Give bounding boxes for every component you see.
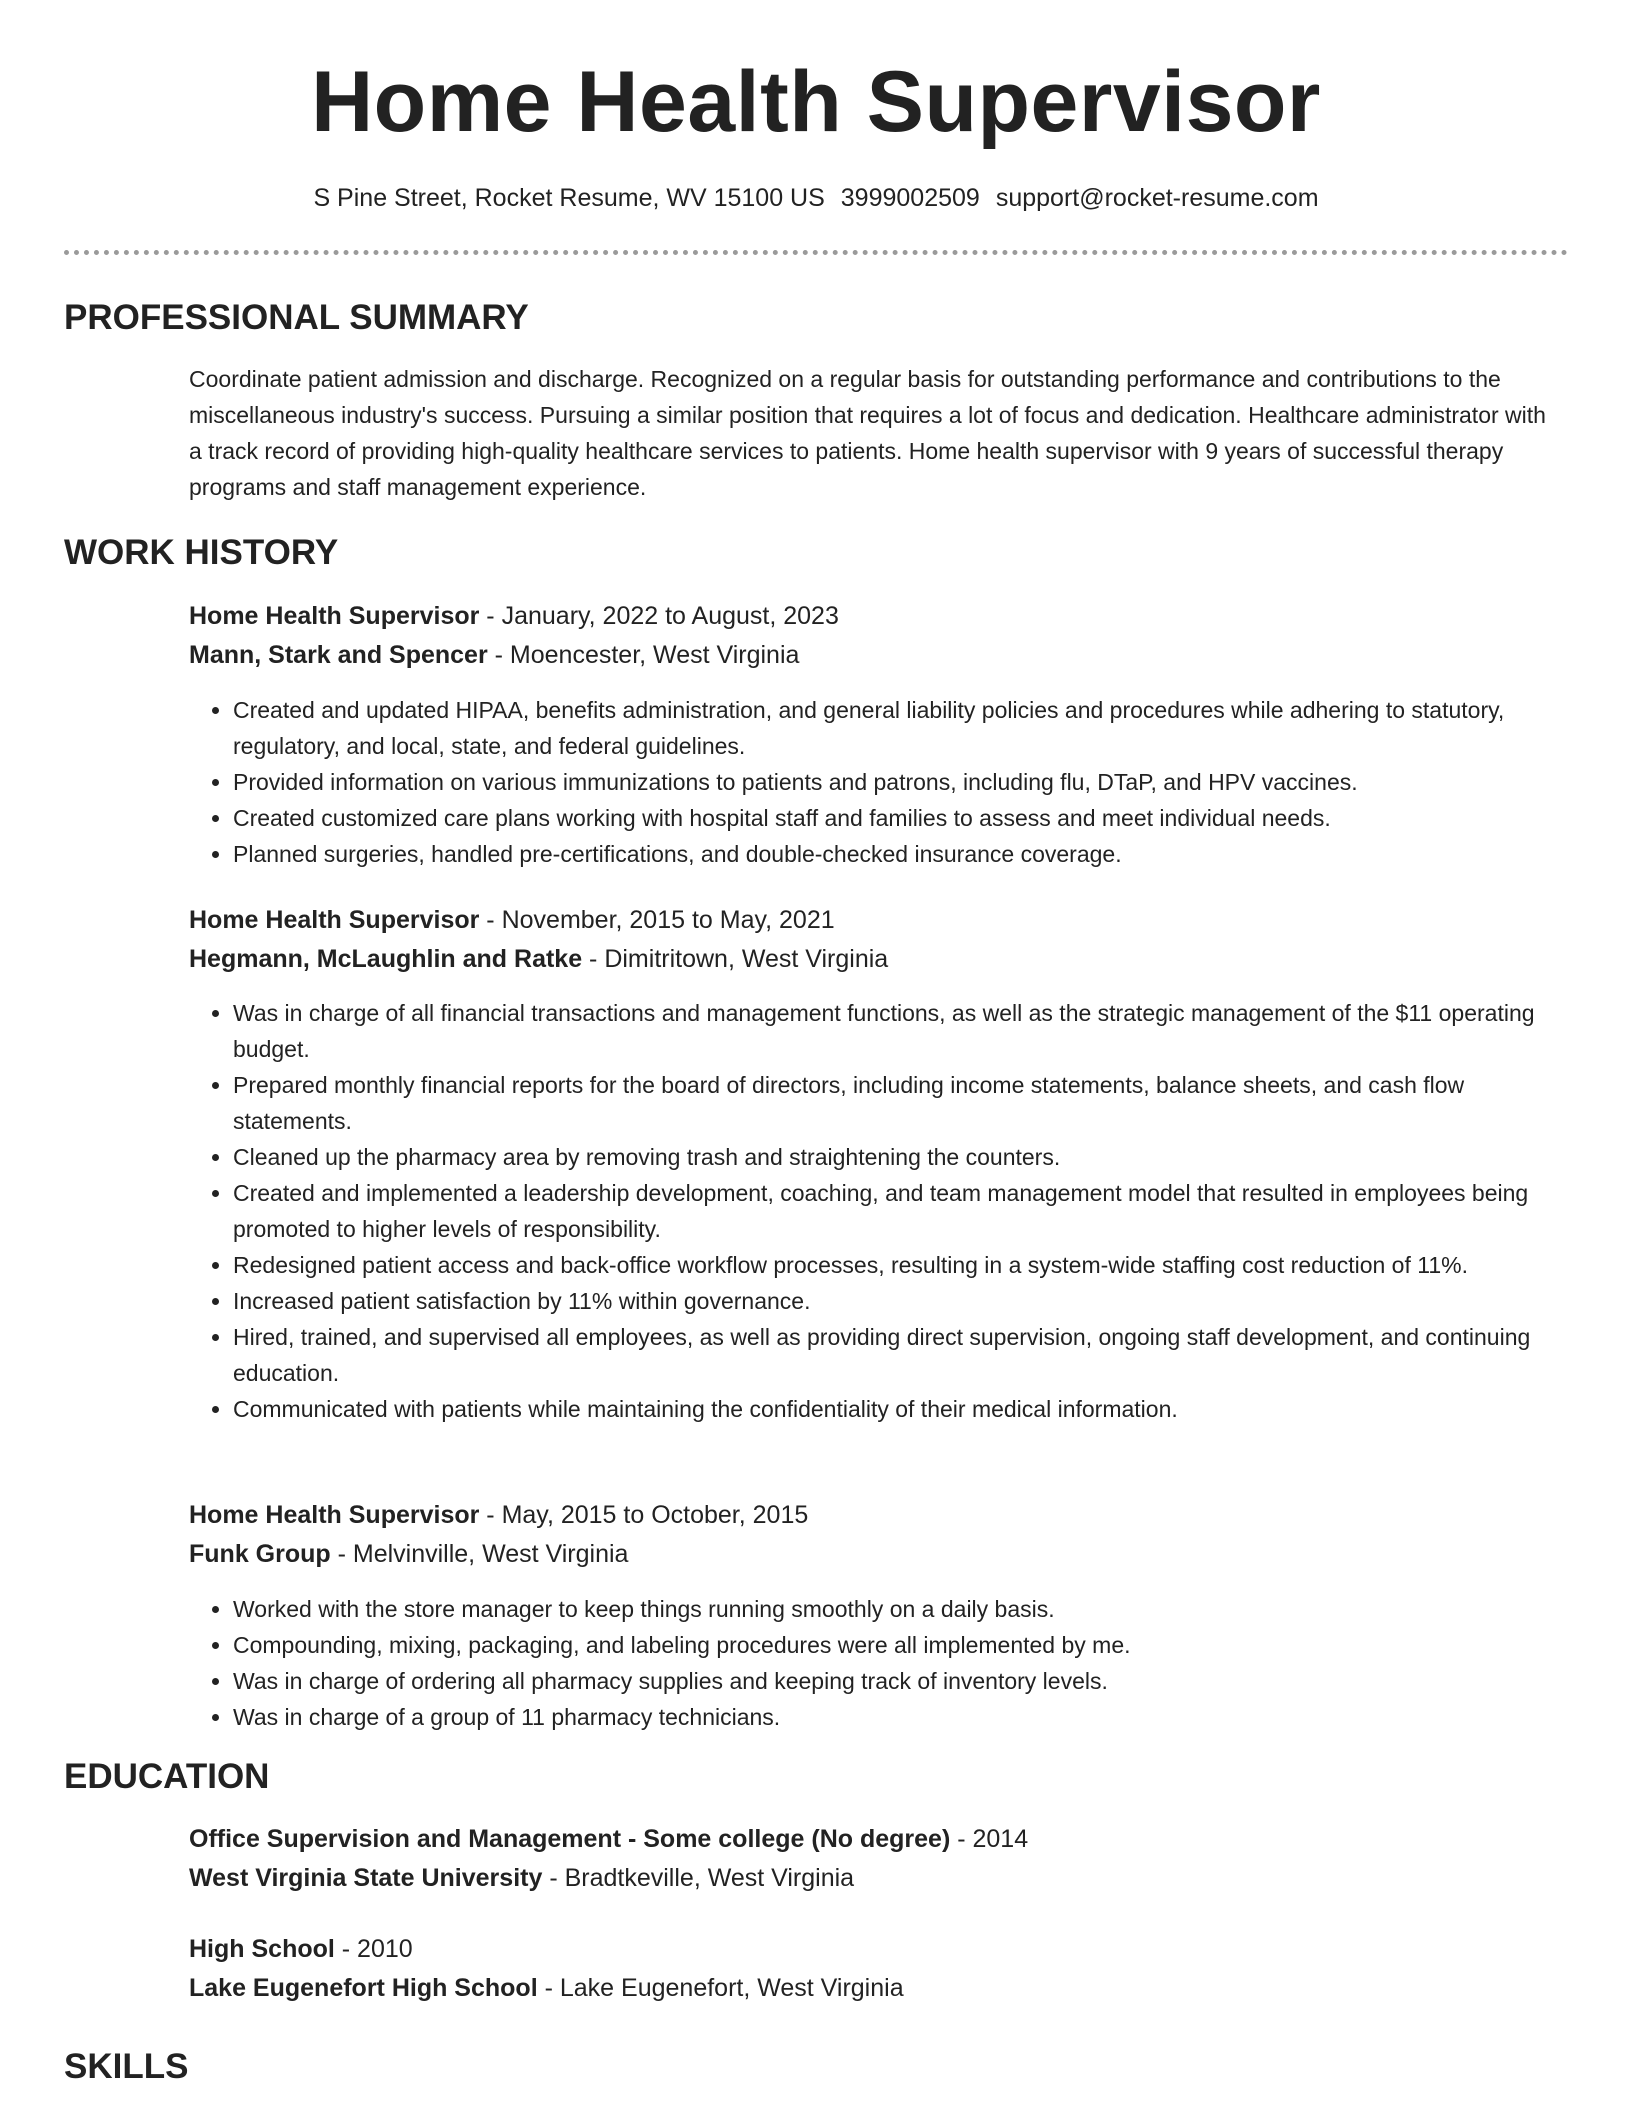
bullet-item: • Provided information on various immunizations to patients and patrons, including flu, DTaP, and HPV vaccines. <box>233 764 1559 800</box>
resume-name: Home Health Supervisor <box>311 54 1321 150</box>
bullet-item: • Compounding, mixing, packaging, and labeling procedures were all implemented by me. <box>233 1627 1559 1663</box>
job-role: Home Health Supervisor <box>189 602 480 630</box>
bullet-item: • Was in charge of ordering all pharmacy supplies and keeping track of inventory levels. <box>233 1663 1559 1699</box>
job-bullets <box>189 995 1559 1427</box>
education-degree: High School <box>189 1935 335 1963</box>
bullet-item: • Hired, trained, and supervised all employees, as well as providing direct supervision, ongoing staff development, and continuing education. <box>233 1319 1559 1391</box>
job-dates: - January, 2022 to August, 2023 <box>479 602 839 630</box>
education-school: Lake Eugenefort High School <box>189 1974 538 2002</box>
work-history-heading: WORK HISTORY <box>64 533 339 572</box>
education-location: - Lake Eugenefort, West Virginia <box>537 1974 904 2002</box>
header-divider <box>64 250 1568 255</box>
bullet-item: • Cleaned up the pharmacy area by removing trash and straightening the counters. <box>233 1139 1559 1175</box>
job-entry <box>189 1496 1559 1574</box>
education-heading: EDUCATION <box>64 1757 270 1796</box>
contact-email[interactable]: support@rocket-resume.com <box>995 184 1319 212</box>
job-dates: - November, 2015 to May, 2021 <box>479 906 835 934</box>
job-company-line <box>189 1535 1559 1574</box>
job-company: Mann, Stark and Spencer <box>189 641 488 669</box>
education-degree-line <box>189 1820 1559 1859</box>
contact-line <box>0 180 1632 216</box>
bullet-item: • Was in charge of all financial transactions and management functions, as well as the strategic management of the $11 operating budget. <box>233 995 1559 1067</box>
bullet-item: • Communicated with patients while maintaining the confidentiality of their medical information. <box>233 1391 1559 1427</box>
job-dates: - May, 2015 to October, 2015 <box>479 1501 809 1529</box>
education-location: - Bradtkeville, West Virginia <box>542 1864 855 1892</box>
job-company-line <box>189 636 1559 675</box>
education-entry <box>189 1930 1559 2008</box>
job-location: - Melvinville, West Virginia <box>330 1540 629 1568</box>
job-role: Home Health Supervisor <box>189 1501 480 1529</box>
job-entry <box>189 597 1559 675</box>
skills-heading: SKILLS <box>64 2047 189 2086</box>
education-year: - 2014 <box>950 1825 1029 1853</box>
education-year: - 2010 <box>334 1935 413 1963</box>
job-title-line <box>189 1496 1559 1535</box>
job-title-line <box>189 597 1559 636</box>
contact-phone: 3999002509 <box>840 184 980 212</box>
job-company: Hegmann, McLaughlin and Ratke <box>189 945 583 973</box>
job-location: - Moencester, West Virginia <box>487 641 800 669</box>
bullet-item: • Redesigned patient access and back-office workflow processes, resulting in a system-wide staffing cost reduction of 11%. <box>233 1247 1559 1283</box>
job-bullets <box>189 692 1559 872</box>
job-company: Funk Group <box>189 1540 331 1568</box>
bullet-item: • Planned surgeries, handled pre-certifications, and double-checked insurance coverage. <box>233 836 1559 872</box>
education-school-line <box>189 1859 1559 1898</box>
bullet-item: • Worked with the store manager to keep things running smoothly on a daily basis. <box>233 1591 1559 1627</box>
education-school: West Virginia State University <box>189 1864 543 1892</box>
bullet-item: • Prepared monthly financial reports for the board of directors, including income statements, balance sheets, and cash flow statements. <box>233 1067 1559 1139</box>
job-location: - Dimitritown, West Virginia <box>582 945 889 973</box>
summary-text: Coordinate patient admission and discharge. Recognized on a regular basis for outstanding performance and contributions to the miscellaneous industry's success. Pursuing a similar position that requires a lot of focus and dedication. Healthcare administrator with a track record of providing high-quality healthcare services to patients. Home health supervisor with 9 years of successful therapy programs and staff management experience. <box>189 366 1546 500</box>
bullet-item: • Created and implemented a leadership development, coaching, and team management model that resulted in employees being promoted to higher levels of responsibility. <box>233 1175 1559 1247</box>
bullet-item: • Increased patient satisfaction by 11% within governance. <box>233 1283 1559 1319</box>
job-bullets <box>189 1591 1559 1735</box>
job-title-line <box>189 901 1559 940</box>
job-entry <box>189 901 1559 979</box>
bullet-item: • Created customized care plans working with hospital staff and families to assess and meet individual needs. <box>233 800 1559 836</box>
education-degree-line <box>189 1930 1559 1969</box>
education-degree: Office Supervision and Management - Some college (No degree) <box>189 1825 951 1853</box>
education-entry <box>189 1820 1559 1898</box>
bullet-item: • Created and updated HIPAA, benefits administration, and general liability policies and procedures while adhering to statutory, regulatory, and local, state, and federal guidelines. <box>233 692 1559 764</box>
contact-address: S Pine Street, Rocket Resume, WV 15100 US <box>313 184 825 212</box>
education-school-line <box>189 1969 1559 2008</box>
job-company-line <box>189 940 1559 979</box>
summary-heading: PROFESSIONAL SUMMARY <box>64 298 529 337</box>
job-role: Home Health Supervisor <box>189 906 480 934</box>
bullet-item: • Was in charge of a group of 11 pharmacy technicians. <box>233 1699 1559 1735</box>
